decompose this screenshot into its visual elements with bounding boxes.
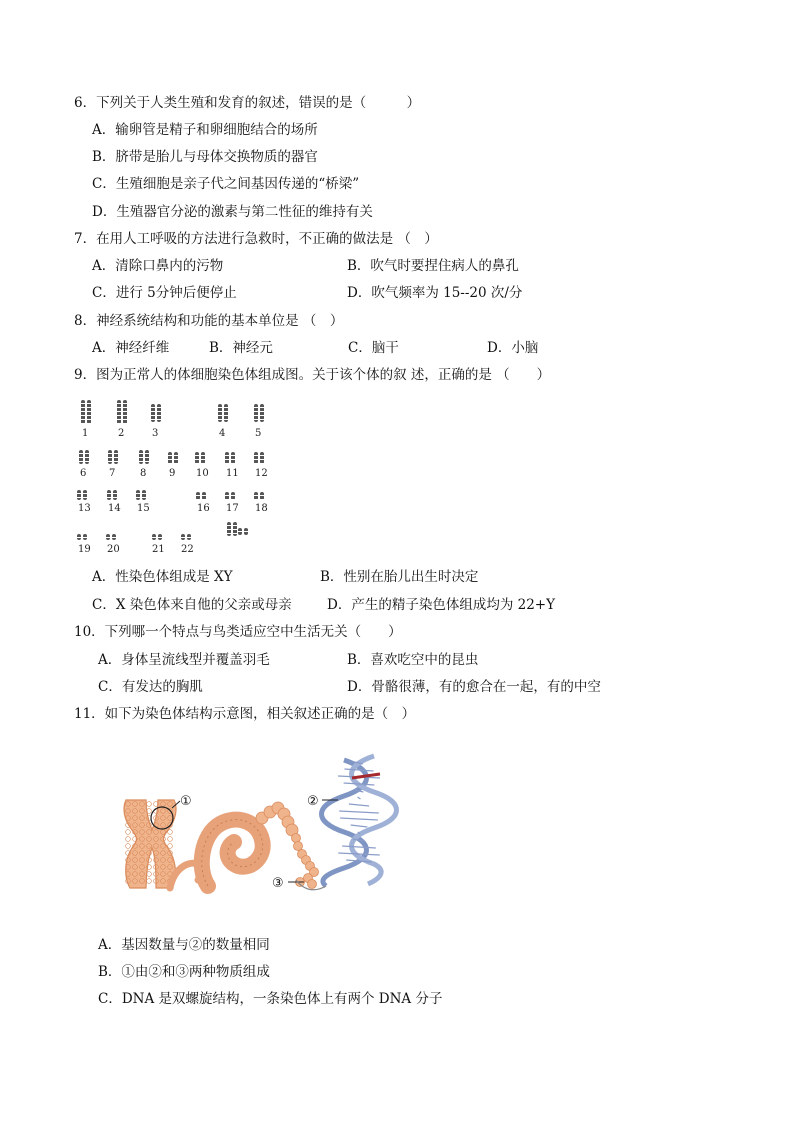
karyotype-label-11: 11 [226,468,239,479]
karyotype-band [81,419,85,420]
q6-option-b[interactable]: B．脐带是胎儿与母体交换物质的器官 [92,149,318,165]
karyotype-band [202,499,206,500]
karyotype-band [231,499,235,500]
q11-stem: 11．如下为染色体结构示意图，相关叙述正确的是（ ） [74,706,416,722]
karyotype-band [218,415,222,416]
karyotype-label-5: 5 [255,428,262,439]
karyotype-band [218,419,222,420]
karyotype-band [254,499,258,500]
karyotype-chromatid [142,490,146,500]
karyotype-band [157,419,161,420]
karyotype-band [81,407,85,408]
karyotype-band [233,529,237,530]
karyotype-band [81,403,85,404]
karyotype-band [85,457,89,458]
chromosome-texture-dot [168,830,173,835]
dna-base-pair [339,811,379,813]
q10-option-b[interactable]: B．喜欢吃空中的昆虫 [347,652,479,668]
karyotype-band [114,457,118,458]
karyotype-band [238,531,242,532]
karyotype-label-3: 3 [152,428,159,439]
dna-base-pair [349,804,369,806]
chromosome-texture-dot [126,844,131,849]
karyotype-chromatid [201,452,205,464]
karyotype-band [151,411,155,412]
karyotype-label-20: 20 [107,544,120,555]
q10-option-c[interactable]: C．有发达的胸肌 [98,679,203,695]
karyotype-figure [72,396,282,556]
karyotype-band [108,457,112,458]
karyotype-band [151,407,155,408]
karyotype-band [139,453,143,454]
karyotype-band [123,411,127,412]
chromosome-structure-figure [112,748,432,908]
karyotype-band [107,493,111,494]
karyotype-band [254,415,258,416]
chromosome-texture-dot [147,879,152,884]
q7-option-b[interactable]: B．吹气时要捏住病人的鼻孔 [347,258,519,274]
karyotype-band [168,455,172,456]
karyotype-chromatid [113,490,117,500]
karyotype-band [224,419,228,420]
karyotype-band [106,537,110,538]
karyotype-chromatid [136,490,140,500]
q7-option-c[interactable]: C．进行 5分钟后便停止 [92,285,237,301]
karyotype-band [196,495,200,496]
karyotype-band [87,403,91,404]
chromosome-texture-dot [168,837,173,842]
karyotype-band [77,493,81,494]
karyotype-band [158,537,162,538]
karyotype-band [142,493,146,494]
karyotype-label-15: 15 [137,503,150,514]
karyotype-label-14: 14 [108,503,121,514]
chromosome-x-shape [124,800,176,888]
karyotype-chromatid [168,452,172,464]
karyotype-band [87,415,91,416]
karyotype-chromatid [254,452,258,464]
q8-stem: 8．神经系统结构和功能的基本单位是 （ ） [74,313,344,329]
karyotype-band [151,415,155,416]
karyotype-band [123,407,127,408]
karyotype-label-21: 21 [152,544,165,555]
karyotype-band [260,499,264,500]
chromosome-texture-dot [168,844,173,849]
q7-option-d[interactable]: D．吹气频率为 15--20 次/分 [347,285,523,301]
figure-label-1: ① [180,794,192,809]
karyotype-band [233,525,237,526]
karyotype-label-1: 1 [82,428,89,439]
q9-option-a[interactable]: A．性染色体组成是 XY [92,569,233,585]
figure-label-3: ③ [272,876,284,891]
karyotype-label-8: 8 [140,468,147,479]
karyotype-chromatid [225,452,229,464]
karyotype-label-17: 17 [226,503,239,514]
karyotype-chromatid [260,452,264,464]
nucleosome-bead [294,842,303,851]
karyotype-band [254,459,258,460]
q11-option-c[interactable]: C．DNA 是双螺旋结构，一条染色体上有两个 DNA 分子 [98,991,443,1007]
karyotype-band [117,407,121,408]
karyotype-band [181,537,185,538]
karyotype-band [142,497,146,498]
karyotype-band [174,463,178,464]
karyotype-band [114,453,118,454]
karyotype-band [117,415,121,416]
q8-option-a[interactable]: A．神经纤维 [92,340,170,356]
karyotype-band [79,461,83,462]
karyotype-band [77,537,81,538]
karyotype-band [108,453,112,454]
karyotype-band [136,497,140,498]
karyotype-band [152,537,156,538]
karyotype-band [139,457,143,458]
karyotype-band [201,463,205,464]
q7-stem: 7．在用人工呼吸的方法进行急救时，不正确的做法是 （ ） [74,231,438,247]
karyotype-band [227,525,231,526]
karyotype-band [174,455,178,456]
karyotype-band [123,423,127,424]
karyotype-label-12: 12 [255,468,268,479]
karyotype-band [117,403,121,404]
karyotype-band [195,459,199,460]
karyotype-band [145,461,149,462]
q10-option-d[interactable]: D．骨骼很薄，有的愈合在一起，有的中空 [347,679,601,695]
karyotype-band [85,453,89,454]
figure-label-2: ② [307,794,319,809]
karyotype-band [114,461,118,462]
karyotype-band [231,495,235,496]
q11-option-b[interactable]: B．①由②和③两种物质组成 [98,964,270,980]
q11-option-a[interactable]: A．基因数量与②的数量相同 [98,937,270,953]
karyotype-band [113,493,117,494]
karyotype-band [227,529,231,530]
karyotype-label-9: 9 [169,468,176,479]
karyotype-label-18: 18 [255,503,268,514]
karyotype-band [85,461,89,462]
karyotype-band [117,419,121,420]
karyotype-band [260,495,264,496]
karyotype-band [254,463,258,464]
q6-option-c[interactable]: C．生殖细胞是亲子代之间基因传递的“桥梁” [92,176,360,192]
karyotype-band [195,463,199,464]
karyotype-band [260,463,264,464]
karyotype-band [112,537,116,538]
karyotype-band [168,463,172,464]
karyotype-label-13: 13 [78,503,91,514]
karyotype-band [83,493,87,494]
chromosome-texture-dot [126,830,131,835]
karyotype-band [244,531,248,532]
karyotype-band [77,497,81,498]
karyotype-label-2: 2 [118,428,125,439]
karyotype-band [201,459,205,460]
karyotype-band [157,415,161,416]
karyotype-band [87,407,91,408]
nucleosome-bead [292,834,301,843]
karyotype-band [87,411,91,412]
karyotype-label-16: 16 [197,503,210,514]
karyotype-band [81,415,85,416]
dna-base-pair [351,825,368,827]
karyotype-chromatid [83,490,87,500]
karyotype-chromatid [195,452,199,464]
karyotype-band [83,537,87,538]
karyotype-band [260,415,264,416]
karyotype-chromatid [107,490,111,500]
dna-base-pair [358,797,361,799]
karyotype-band [157,407,161,408]
q7-option-a[interactable]: A．清除口鼻内的污物 [92,258,224,274]
q9-option-b[interactable]: B．性别在胎儿出生时决定 [320,569,479,585]
karyotype-band [174,459,178,460]
karyotype-band [201,455,205,456]
karyotype-label-22: 22 [181,544,194,555]
karyotype-band [81,423,85,424]
karyotype-band [107,497,111,498]
chromosome-texture-dot [126,837,131,842]
karyotype-band [79,453,83,454]
q9-option-d[interactable]: D．产生的精子染色体组成均为 22+Y [327,597,556,613]
q8-option-c[interactable]: C．脑干 [348,340,399,356]
karyotype-band [260,419,264,420]
q8-option-b[interactable]: B．神经元 [209,340,273,356]
karyotype-band [87,423,91,424]
karyotype-label-19: 19 [78,544,91,555]
karyotype-band [196,499,200,500]
chromosome-texture-dot [147,872,152,877]
karyotype-band [79,457,83,458]
karyotype-chromatid [77,490,81,500]
karyotype-band [87,419,91,420]
chromosome-texture-dot [147,802,152,807]
q10-option-a[interactable]: A．身体呈流线型并覆盖羽毛 [98,652,270,668]
karyotype-band [231,455,235,456]
q6-stem: 6．下列关于人类生殖和发育的叙述，错误的是（ ） [74,95,421,111]
nucleosome-bead [308,880,317,889]
karyotype-band [123,419,127,420]
karyotype-band [113,497,117,498]
karyotype-label-7: 7 [109,468,116,479]
karyotype-band [254,495,258,496]
karyotype-label-10: 10 [196,468,209,479]
karyotype-band [254,407,258,408]
karyotype-band [195,455,199,456]
karyotype-label-4: 4 [219,428,226,439]
q6-option-a[interactable]: A．输卵管是精子和卵细胞结合的场所 [92,122,318,138]
karyotype-band [254,411,258,412]
karyotype-band [145,453,149,454]
dna-base-pair [342,846,376,848]
karyotype-band [233,533,237,534]
karyotype-label-6: 6 [80,468,87,479]
karyotype-band [117,411,121,412]
karyotype-band [202,495,206,496]
karyotype-band [231,459,235,460]
karyotype-band [225,455,229,456]
karyotype-band [260,459,264,460]
karyotype-band [225,459,229,460]
karyotype-band [227,533,231,534]
karyotype-band [225,463,229,464]
karyotype-band [225,495,229,496]
karyotype-band [83,497,87,498]
karyotype-band [139,461,143,462]
karyotype-band [218,407,222,408]
q9-stem: 9．图为正常人的体细胞染色体组成图。关于该个体的叙 述，正确的是 （ ） [74,367,551,383]
q8-option-d[interactable]: D．小脑 [487,340,539,356]
karyotype-band [254,455,258,456]
karyotype-band [123,415,127,416]
karyotype-band [225,499,229,500]
q10-stem: 10．下列哪一个特点与鸟类适应空中生活无关（ ） [74,624,402,640]
karyotype-band [151,419,155,420]
q6-option-d[interactable]: D．生殖器官分泌的激素与第二性征的维持有关 [92,204,373,220]
karyotype-band [123,403,127,404]
karyotype-band [187,537,191,538]
chromatin-coil [202,820,263,886]
karyotype-band [81,411,85,412]
karyotype-chromatid [231,452,235,464]
karyotype-band [260,455,264,456]
karyotype-band [254,419,258,420]
karyotype-chromatid [174,452,178,464]
karyotype-band [224,411,228,412]
dna-base-pair [340,818,378,820]
karyotype-band [145,457,149,458]
q9-option-c[interactable]: C．X 染色体来自他的父亲或母亲 [92,597,292,613]
karyotype-band [260,407,264,408]
karyotype-band [260,411,264,412]
karyotype-band [157,411,161,412]
karyotype-band [117,423,121,424]
karyotype-band [136,493,140,494]
karyotype-band [224,407,228,408]
karyotype-band [231,463,235,464]
karyotype-band [224,415,228,416]
karyotype-band [218,411,222,412]
karyotype-band [108,461,112,462]
karyotype-band [168,459,172,460]
